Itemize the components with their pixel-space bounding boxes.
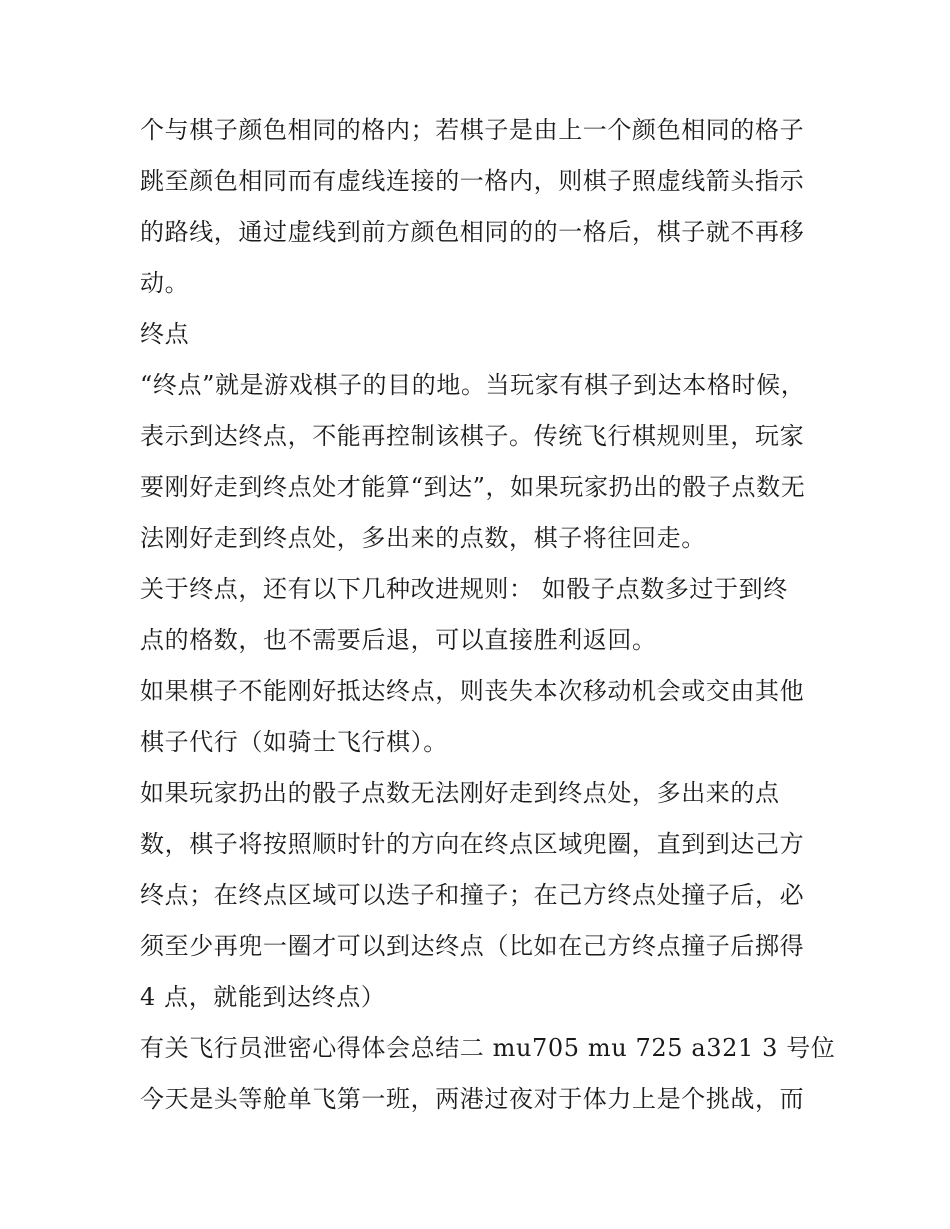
text-line: 个与棋子颜色相同的格内；若棋子是由上一个颜色相同的格子 [140, 116, 805, 144]
text-line: “终点”就是游戏棋子的目的地。当玩家有棋子到达本格时候， [140, 371, 806, 399]
text-line: 数，棋子将按照顺时针的方向在终点区域兜圈，直到到达己方 [140, 830, 805, 858]
section-heading: 有关飞行员泄密心得体会总结二 mu705 mu 725 a321 3 号位 [140, 1034, 836, 1062]
document-body [140, 105, 836, 1125]
text-line: 须至少再兜一圈才可以到达终点（比如在己方终点撞子后掷得 [140, 932, 805, 960]
text-line: 要刚好走到终点处才能算“到达”，如果玩家扔出的骰子点数无 [140, 473, 806, 501]
text-line: 如果棋子不能刚好抵达终点，则丧失本次移动机会或交由其他 [140, 677, 805, 705]
section-heading: 终点 [140, 320, 190, 348]
text-line: 终点；在终点区域可以迭子和撞子；在己方终点处撞子后，必 [140, 881, 805, 909]
text-line: 动。 [140, 269, 190, 297]
text-line: 跳至颜色相同而有虚线连接的一格内，则棋子照虚线箭头指示 [140, 167, 805, 195]
text-line: 法刚好走到终点处，多出来的点数，棋子将往回走。 [140, 524, 706, 552]
text-line: 4 点，就能到达终点） [140, 983, 386, 1011]
text-line: 点的格数，也不需要后退，可以直接胜利返回。 [140, 626, 657, 654]
text-line: 关于终点，还有以下几种改进规则： 如骰子点数多过于到终 [140, 575, 788, 603]
text-line: 如果玩家扔出的骰子点数无法刚好走到终点处，多出来的点 [140, 779, 780, 807]
text-line: 棋子代行（如骑士飞行棋）。 [140, 728, 448, 756]
text-line: 今天是头等舱单飞第一班，两港过夜对于体力上是个挑战，而 [140, 1085, 805, 1113]
text-line: 表示到达终点，不能再控制该棋子。传统飞行棋规则里，玩家 [140, 422, 805, 450]
text-line: 的路线，通过虚线到前方颜色相同的的一格后，棋子就不再移 [140, 218, 805, 246]
